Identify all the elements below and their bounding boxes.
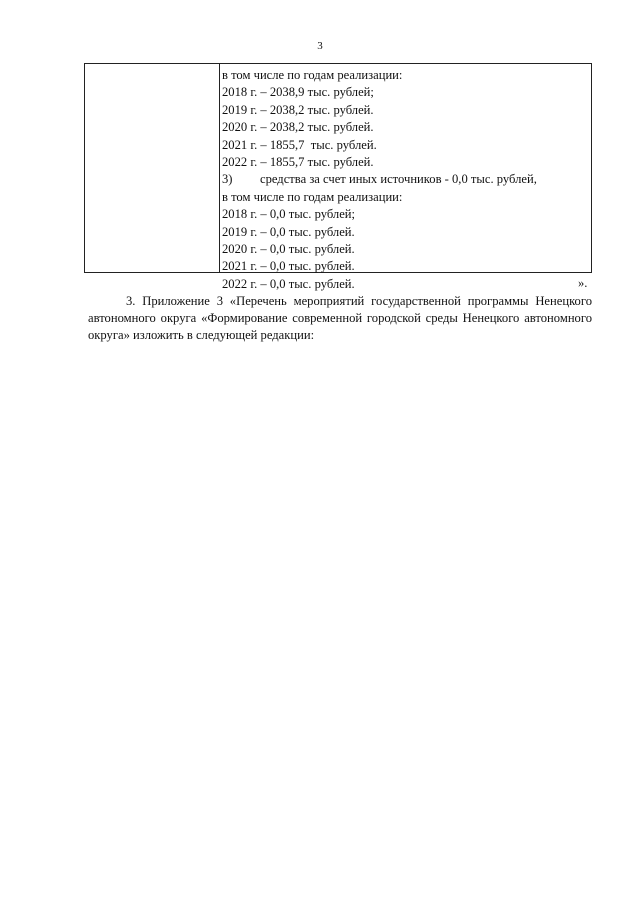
table-line: в том числе по годам реализации:: [222, 68, 403, 82]
source-text: средства за счет иных источников - 0,0 тыс. рублей,: [260, 172, 537, 187]
budget-table: [84, 63, 592, 291]
table-line: 2022 г. – 0,0 тыс. рублей.: [222, 276, 355, 291]
source-number: 3): [222, 172, 233, 187]
page-number: 3: [317, 40, 323, 52]
table-line: 2019 г. – 0,0 тыс. рублей.: [222, 224, 355, 239]
table-left-cell: [85, 64, 220, 272]
table-line: 2019 г. – 2038,2 тыс. рублей.: [222, 102, 374, 117]
amendment-paragraph: 3. Приложение 3 «Перечень мероприятий государственной программы Ненецкого автономного округа «Формирование современной городской среды Ненецкого автономного округа» изложить в следующей редакции:: [88, 294, 592, 342]
table-line: 2021 г. – 0,0 тыс. рублей.: [222, 259, 355, 274]
table-right-cell: [220, 64, 591, 291]
table-line: 2020 г. – 0,0 тыс. рублей.: [222, 242, 355, 257]
table-line: в том числе по годам реализации:: [222, 189, 403, 204]
table-line: 2018 г. – 2038,9 тыс. рублей;: [222, 85, 374, 100]
table-line: 2018 г. – 0,0 тыс. рублей;: [222, 207, 356, 222]
table-line: 2020 г. – 2038,2 тыс. рублей.: [222, 120, 374, 135]
closing-quote: ».: [578, 276, 588, 290]
table-line: 2022 г. – 1855,7 тыс. рублей.: [222, 155, 374, 170]
funding-source-item: [222, 171, 591, 188]
table-line: 2021 г. – 1855,7 тыс. рублей.: [222, 137, 377, 152]
